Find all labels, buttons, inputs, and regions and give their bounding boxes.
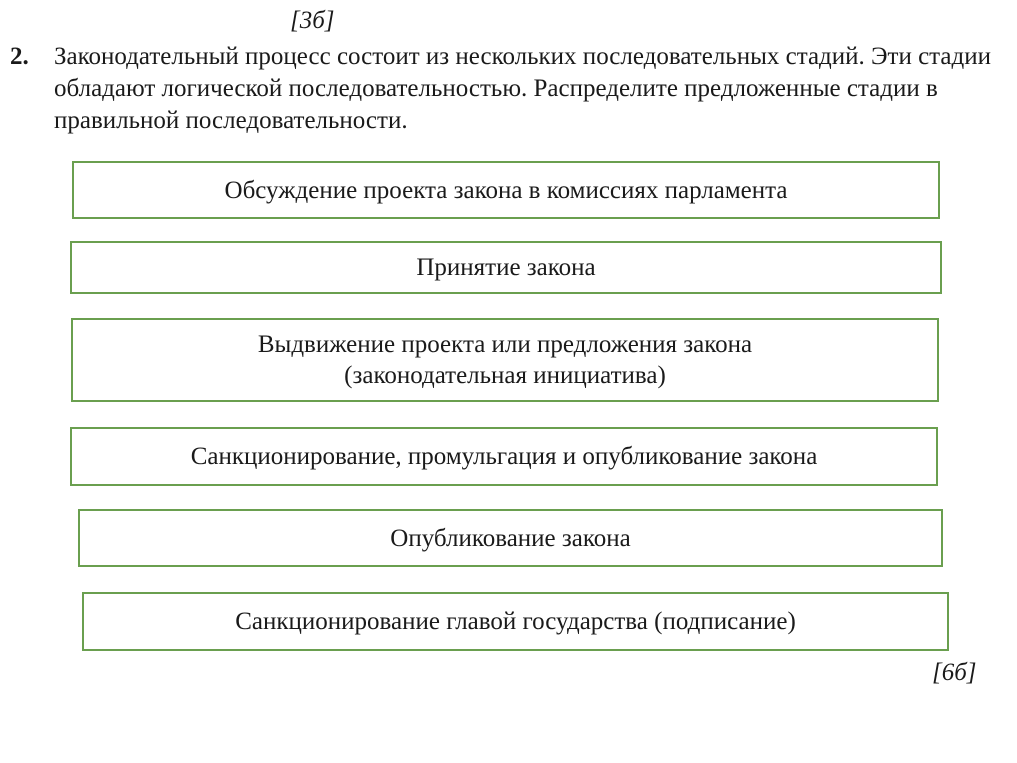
stage-label-line: Выдвижение проекта или предложения закона: [257, 331, 753, 358]
stage-card-3[interactable]: [71, 318, 939, 402]
stage-label-line: Санкционирование, промульгация и опубликование закона: [190, 443, 818, 470]
stage-label: [258, 329, 752, 391]
stage-label-line: Обсуждение проекта закона в комиссиях парламента: [224, 176, 788, 204]
question-block: [10, 41, 1005, 137]
stage-card-1[interactable]: [72, 161, 940, 219]
stage-label-line: Санкционирование главой государства (подписание): [235, 608, 796, 635]
stage-label: [191, 441, 818, 472]
stage-card-6[interactable]: [82, 592, 949, 651]
stage-label: [235, 606, 796, 637]
stage-card-4[interactable]: [70, 427, 938, 486]
stage-label-line: Принятие закона: [416, 254, 596, 281]
stage-card-5[interactable]: [78, 509, 943, 567]
stage-label-line: Опубликование закона: [390, 524, 631, 552]
stage-label-line: (законодательная инициатива): [344, 362, 666, 389]
stage-label: [416, 252, 595, 283]
question-text: Законодательный процесс состоит из нескольких последовательных стадий. Эти стадии обладают логической последовательностью. Распределите предложенные стадии в правильной последовательности.: [54, 43, 991, 134]
question-number: 2.: [10, 43, 29, 70]
score-label-bottom: [6б]: [932, 659, 977, 686]
stage-card-2[interactable]: [70, 241, 942, 294]
stage-label: [390, 523, 630, 554]
stage-label: [225, 175, 788, 206]
score-label-top: [3б]: [290, 7, 335, 34]
